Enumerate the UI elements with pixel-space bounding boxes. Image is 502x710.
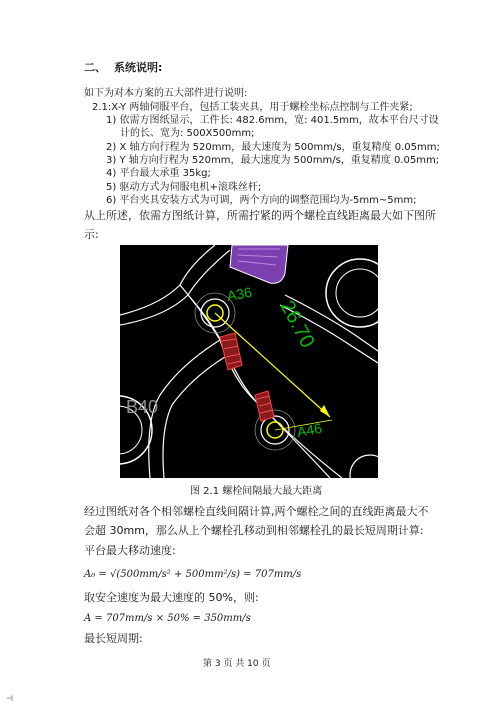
- longest-period-label: 最长短周期:: [84, 632, 143, 645]
- section-2-1-text: 2.1:X-Y 两轴伺服平台，包括工装夹具，用于螺栓坐标点控制与工件夹紧;: [92, 102, 413, 113]
- list-item: 2) X 轴方向行程为 520mm，最大速度为 500mm/s，重复精度 0.05mm;: [106, 142, 440, 153]
- label-a36: A36: [225, 283, 254, 304]
- platform-speed-label: 平台最大移动速度:: [84, 544, 176, 557]
- formula-max-speed: A₀ = √(500mm/s² + 500mm²/s) = 707mm/s: [84, 569, 302, 580]
- section-number: 二、: [84, 61, 106, 74]
- list-item: 6) 平台夹具安装方式为可调，两个方向的调整范围均为-5mm~5mm;: [106, 195, 417, 206]
- intro-text: 如下为对本方案的五大部件进行说明:: [84, 88, 248, 99]
- conclusion-text-continued: 示:: [84, 228, 99, 241]
- formula-safe-speed: A = 707mm/s × 50% = 350mm/s: [84, 613, 251, 624]
- list-item: 1) 依需方图纸显示，工件长: 482.6mm，宽: 401.5mm，故本平台尺寸设: [106, 115, 439, 126]
- body-text-continued: 会超 30mm，那么从上个螺栓孔移动到相邻螺栓孔的最长短周期计算:: [84, 524, 424, 537]
- label-b40: B40: [126, 397, 159, 417]
- safe-speed-label: 取安全速度为最大速度的 50%，则:: [84, 591, 259, 604]
- list-item: 计的长、宽为: 500X500mm;: [120, 128, 255, 139]
- conclusion-text: 从上所述，依需方图纸计算，所需拧紧的两个螺栓直线距离最大如下图所: [84, 209, 436, 222]
- list-item: 3) Y 轴方向行程为 520mm，最大速度为 500mm/s，重复精度 0.05mm;: [106, 155, 440, 166]
- section-heading: [84, 61, 162, 75]
- list-item: 4) 平台最大承重 35kg;: [106, 168, 211, 179]
- page-footer: 第 3 页 共 10 页: [203, 659, 271, 669]
- list-item: 5) 驱动方式为伺服电机+滚珠丝杆;: [106, 182, 262, 193]
- label-a46: A46: [295, 419, 324, 440]
- section-title: 系统说明:: [114, 61, 163, 74]
- dimension-label: 26.70: [275, 297, 319, 352]
- cad-drawing-figure: [120, 245, 378, 478]
- figure-caption: 图 2.1 螺栓间隔最大最大距离: [190, 486, 323, 497]
- body-text: 经过图纸对各个相邻螺栓直线间隔计算,两个螺栓之间的直线距离最大不: [84, 505, 429, 518]
- speaker-icon[interactable]: [6, 693, 16, 703]
- cad-drawing: [120, 245, 378, 478]
